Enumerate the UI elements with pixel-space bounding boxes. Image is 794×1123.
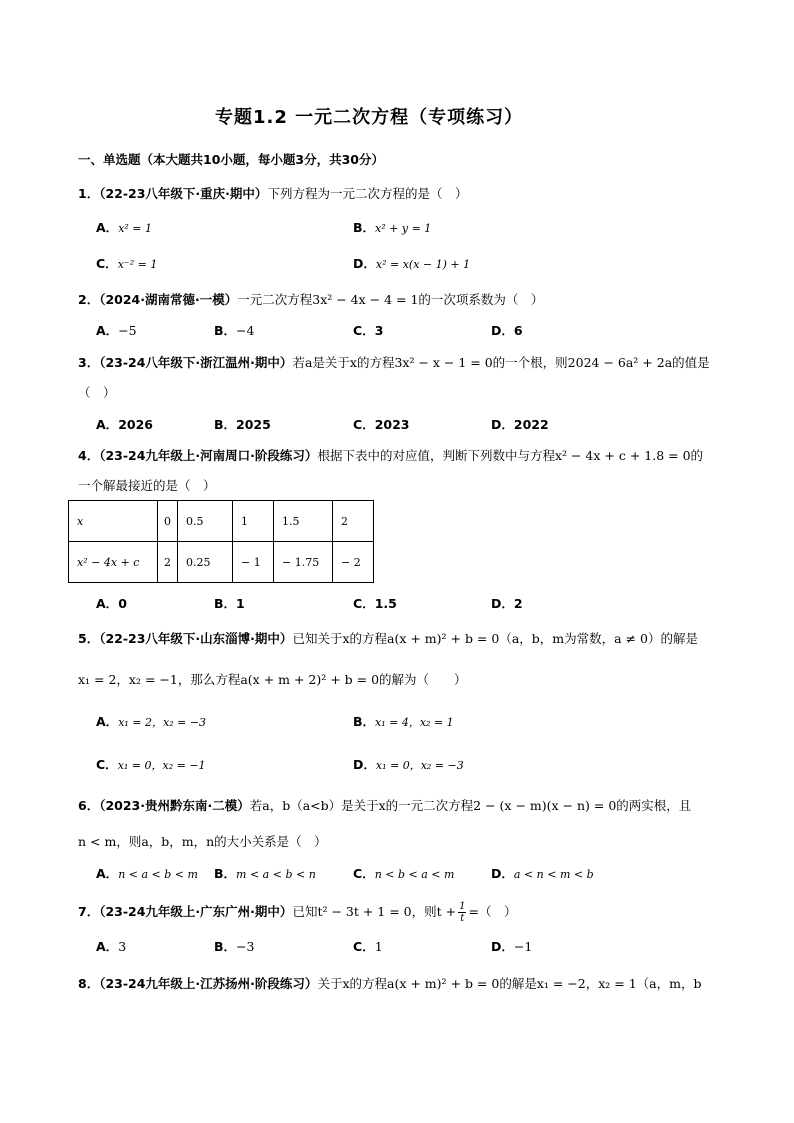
option-d (353, 254, 470, 272)
option-c (353, 415, 409, 433)
option-text: a < n < m < b (513, 868, 594, 881)
option-text: 0 (118, 596, 127, 611)
option-label: A． (96, 939, 119, 954)
table-cell: 2 (158, 542, 178, 583)
value-table (68, 500, 374, 583)
option-c (96, 254, 157, 272)
fraction (458, 901, 466, 924)
option-label: D． (491, 939, 514, 954)
question-number: 6． (78, 798, 100, 813)
table-cell: x² − 4x + c (69, 542, 158, 583)
option-text: 2022 (513, 417, 549, 432)
option-text: m < a < b < n (236, 868, 316, 881)
option-label: A． (96, 866, 119, 881)
option-text: 6 (513, 323, 523, 338)
option-label: B． (214, 323, 237, 338)
option-text: n < b < a < m (374, 868, 455, 881)
option-label: B． (353, 714, 376, 729)
option-label: C． (96, 757, 118, 772)
table-cell: 0.5 (178, 501, 233, 542)
question-number: 1． (78, 186, 100, 201)
option-text: x² = 1 (118, 222, 153, 235)
option-label: B． (214, 866, 237, 881)
option-d (491, 415, 549, 433)
option-label: C． (353, 596, 375, 611)
option-b (214, 937, 254, 955)
option-text: 2 (513, 596, 523, 611)
option-b (214, 321, 254, 339)
option-label: C． (353, 417, 375, 432)
question-source: （22-23八年级下·山东淄博·期中） (99, 631, 293, 646)
option-text: −5 (118, 323, 137, 338)
question-4 (78, 446, 703, 464)
option-b (214, 594, 245, 612)
option-label: D． (491, 417, 514, 432)
option-d (491, 594, 523, 612)
option-label: D． (491, 866, 514, 881)
option-text: x₁ = 0，x₂ = −1 (117, 759, 206, 772)
option-label: A． (96, 417, 119, 432)
option-label: D． (353, 256, 376, 271)
question-number: 4． (78, 448, 100, 463)
option-c (353, 594, 397, 612)
option-a (96, 712, 206, 730)
question-stem: 已知关于x的方程a(x + m)² + b = 0（a，b，m为常数，a ≠ 0）的解是 (292, 631, 698, 646)
option-b (214, 864, 316, 882)
option-c (96, 755, 206, 773)
option-text: x⁻² = 1 (117, 258, 158, 271)
option-a (96, 321, 137, 339)
question-stem: 若a，b（a<b）是关于x的一元二次方程2 − (x − m)(x − n) = 0的两实根，且 (249, 798, 692, 813)
option-b (214, 415, 271, 433)
option-a (96, 415, 153, 433)
option-label: C． (353, 866, 375, 881)
question-source: （2024·湖南常德·一模） (99, 292, 238, 307)
question-source: （2023·贵州黔东南·二模） (99, 798, 250, 813)
option-d (491, 937, 532, 955)
option-text: 2025 (236, 417, 271, 432)
option-c (353, 937, 383, 955)
option-a (96, 218, 152, 236)
option-a (96, 864, 198, 882)
table-cell: − 2 (333, 542, 374, 583)
section-header: 一、单选题（本大题共10小题，每小题3分，共30分） (78, 152, 384, 167)
table-cell: 1 (233, 501, 274, 542)
question-source: （22-23八年级下·重庆·期中） (99, 186, 268, 201)
option-c (353, 321, 383, 339)
question-number: 2． (78, 292, 100, 307)
option-c (353, 864, 454, 882)
option-label: B． (214, 596, 237, 611)
option-a (96, 937, 126, 955)
option-text: −3 (236, 939, 255, 954)
question-number: 8． (78, 976, 100, 991)
option-a (96, 594, 127, 612)
question-number: 7． (78, 904, 100, 919)
option-label: C． (96, 256, 118, 271)
option-b (353, 712, 454, 730)
table-cell: − 1 (233, 542, 274, 583)
question-5 (78, 629, 698, 647)
option-text: 2026 (118, 417, 153, 432)
question-stem-continued: n < m，则a，b，m，n的大小关系是（ ） (78, 834, 327, 849)
question-number: 3． (78, 355, 100, 370)
question-1 (78, 184, 467, 202)
question-source: （23-24九年级上·河南周口·阶段练习） (99, 448, 318, 463)
option-text: −1 (513, 939, 533, 954)
option-text: x₁ = 2，x₂ = −3 (118, 716, 207, 729)
table-cell: 0.25 (178, 542, 233, 583)
question-stem: 根据下表中的对应值，判断下列数中与方程x² − 4x + c + 1.8 = 0的 (317, 448, 704, 463)
table-cell: 2 (333, 501, 374, 542)
option-label: D． (491, 596, 514, 611)
option-text: x² + y = 1 (375, 222, 432, 235)
question-stem-continued: 一个解最接近的是（ ） (78, 478, 216, 493)
option-text: n < a < b < m (118, 868, 198, 881)
option-text: 1.5 (374, 596, 397, 611)
question-number: 5． (78, 631, 100, 646)
question-2 (78, 290, 543, 308)
option-text: x₁ = 0，x₂ = −3 (375, 759, 464, 772)
table-row (69, 542, 374, 583)
option-text: 1 (236, 596, 245, 611)
option-text: x² = x(x − 1) + 1 (375, 258, 471, 271)
table-cell: 0 (158, 501, 178, 542)
option-d (491, 321, 523, 339)
question-source: （23-24九年级上·广东广州·期中） (99, 904, 293, 919)
option-label: A． (96, 323, 119, 338)
option-label: C． (353, 323, 375, 338)
question-stem: 关于x的方程a(x + m)² + b = 0的解是x₁ = −2，x₂ = 1（a，m，b (317, 976, 702, 991)
option-text: 3 (374, 323, 384, 338)
table-cell: − 1.75 (274, 542, 333, 583)
question-stem: 一元二次方程3x² − 4x − 4 = 1的一次项系数为（ ） (237, 292, 544, 307)
question-source: （23-24九年级上·江苏扬州·阶段练习） (99, 976, 318, 991)
question-stem: 若a是关于x的方程3x² − x − 1 = 0的一个根，则2024 − 6a² + 2a的值是 (292, 355, 710, 370)
option-text: 2023 (374, 417, 410, 432)
question-stem: 已知t² − 3t + 1 = 0，则t + (292, 904, 457, 919)
option-label: A． (96, 220, 119, 235)
question-stem: 下列方程为一元二次方程的是（ ） (267, 186, 468, 201)
question-stem-continued: （ ） (78, 385, 116, 400)
question-source: （23-24八年级下·浙江温州·期中） (99, 355, 293, 370)
question-6 (78, 796, 691, 814)
option-label: B． (353, 220, 376, 235)
option-text: −4 (236, 323, 255, 338)
question-3 (78, 353, 710, 371)
option-text: 1 (374, 939, 383, 954)
option-label: B． (214, 939, 237, 954)
option-d (491, 864, 594, 882)
option-label: A． (96, 596, 119, 611)
page-title: 专题1.2 一元二次方程（专项练习） (215, 107, 524, 128)
table-cell: x (69, 501, 158, 542)
option-label: A． (96, 714, 119, 729)
option-d (353, 755, 464, 773)
option-text: 3 (118, 939, 127, 954)
table-row (69, 501, 374, 542)
table-cell: 1.5 (274, 501, 333, 542)
fraction-denominator: t (460, 913, 465, 924)
question-7 (78, 901, 516, 924)
fraction-numerator: 1 (459, 901, 466, 912)
option-label: C． (353, 939, 375, 954)
option-text: x₁ = 4，x₂ = 1 (375, 716, 454, 729)
option-label: D． (353, 757, 376, 772)
question-stem-continued: x₁ = 2，x₂ = −1，那么方程a(x + m + 2)² + b = 0的解为（ ） (78, 672, 467, 687)
option-label: B． (214, 417, 237, 432)
option-b (353, 218, 431, 236)
question-8 (78, 974, 701, 992)
option-label: D． (491, 323, 514, 338)
question-stem-end: =（ ） (468, 904, 517, 919)
